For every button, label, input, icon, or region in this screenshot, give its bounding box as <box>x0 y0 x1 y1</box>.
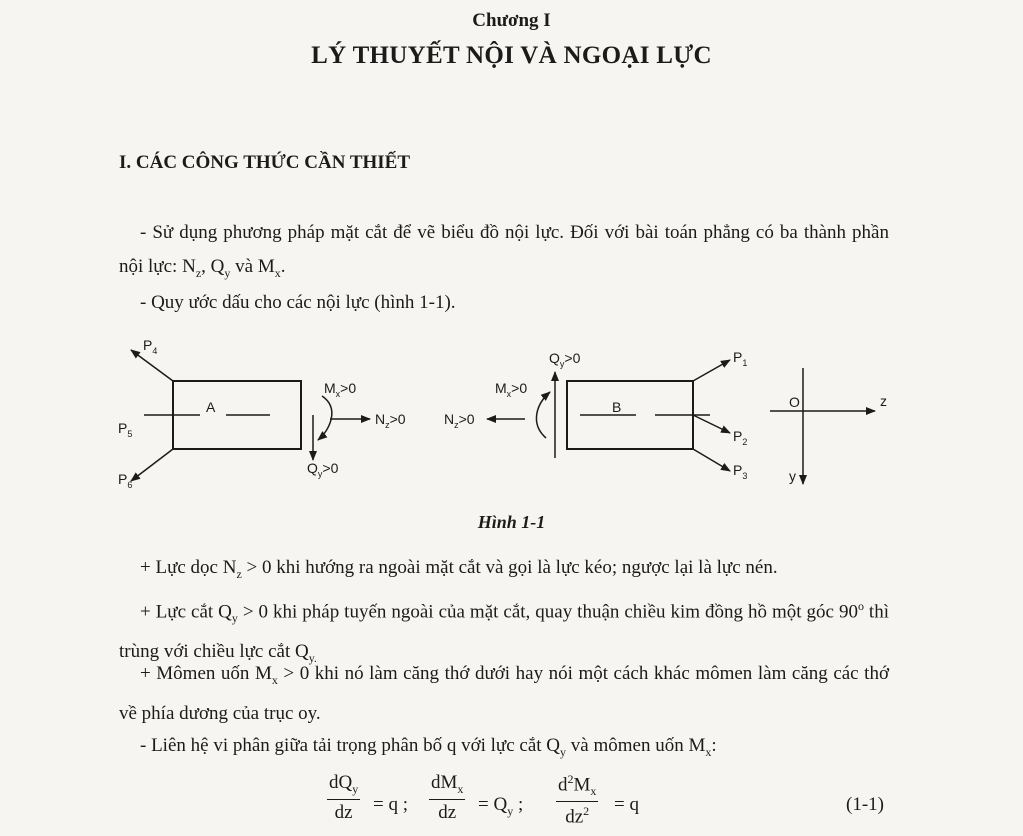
label-p1: $P_1$ <box>733 349 748 368</box>
equation-number: (1-1) <box>846 794 884 815</box>
label-qy-right: $Q_y>0$ <box>549 350 581 369</box>
label-p3: $P_3$ <box>733 462 748 481</box>
label-mx-left: $M_x>0$ <box>324 380 357 399</box>
bullet-axial-force: + Lực dọc $N_z > 0$ khi hướng ra ngoài mặt cắt và gọi là lực kéo; ngược lại là lực nén. <box>140 557 778 581</box>
equation-rhs-1: = q ; <box>373 794 408 815</box>
bullet-shear-force: + Lực cắt $Q_y > 0$ khi pháp tuyến ngoài của mặt cắt, quay thuận chiều kim đồng hồ một góc 90$^o$ thì trùng với chiều lực cắt $Q_{y.}$ <box>119 599 889 665</box>
bullet-bending-moment: + Mômen uốn $M_x > 0$ khi nó làm căng thớ dưới hay nói một cách khác mômen làm căng các thớ về phía dương của trục oy. <box>119 663 889 724</box>
label-z: z <box>880 393 887 409</box>
moment-mx-right <box>536 392 550 438</box>
label-p4: $P_4$ <box>143 337 158 356</box>
label-nz-left: $N_z>0$ <box>444 411 475 430</box>
moment-mx-left <box>318 396 332 440</box>
label-a: A <box>206 399 216 415</box>
equation-rhs-2: = $Q_y$ ; <box>478 794 524 818</box>
label-p6: $P_6$ <box>118 471 133 490</box>
arrow-p1 <box>693 360 730 381</box>
equation-rhs-3: = q <box>614 794 639 815</box>
arrow-p6 <box>131 449 173 481</box>
label-mx-right: $M_x>0$ <box>495 380 528 399</box>
paragraph-sign-method: - Sử dụng phương pháp mặt cắt để vẽ biểu đồ nội lực. Đối với bài toán phẳng có ba thành phần nội lực: $N_z$, $Q_y$ và $M_x$. <box>119 222 889 280</box>
paragraph-sign-convention: - Quy ước dấu cho các nội lực (hình 1-1). <box>140 292 456 313</box>
label-origin: O <box>789 394 800 410</box>
fraction-dmx-dz: $dM_x$ dz <box>431 772 464 823</box>
section-heading: I. CÁC CÔNG THỨC CẦN THIẾT <box>119 152 411 173</box>
label-p5: $P_5$ <box>118 420 133 439</box>
label-nz-right: $N_z>0$ <box>375 411 406 430</box>
label-p2: $P_2$ <box>733 428 748 447</box>
paragraph-differential-relation: - Liên hệ vi phân giữa tải trọng phân bố q với lực cắt $Q_y$ và mômen uốn $M_x$: <box>140 735 717 759</box>
arrow-p2 <box>693 415 730 433</box>
figure-1-1 <box>0 330 1023 500</box>
label-b: B <box>612 399 622 415</box>
figure-caption: Hình 1-1 <box>477 512 546 532</box>
chapter-label: Chương I <box>472 10 551 31</box>
label-y: y <box>789 468 796 484</box>
fraction-dqy-dz: $dQ_y$ dz <box>329 772 359 823</box>
arrow-p3 <box>693 449 730 471</box>
chapter-title: LÝ THUYẾT NỘI VÀ NGOẠI LỰC <box>311 42 712 69</box>
label-qy-left: $Q_y>0$ <box>307 460 339 479</box>
fraction-d2mx-dz2: $\frac{d^2M_x}{dz^2}$ <box>558 772 597 828</box>
